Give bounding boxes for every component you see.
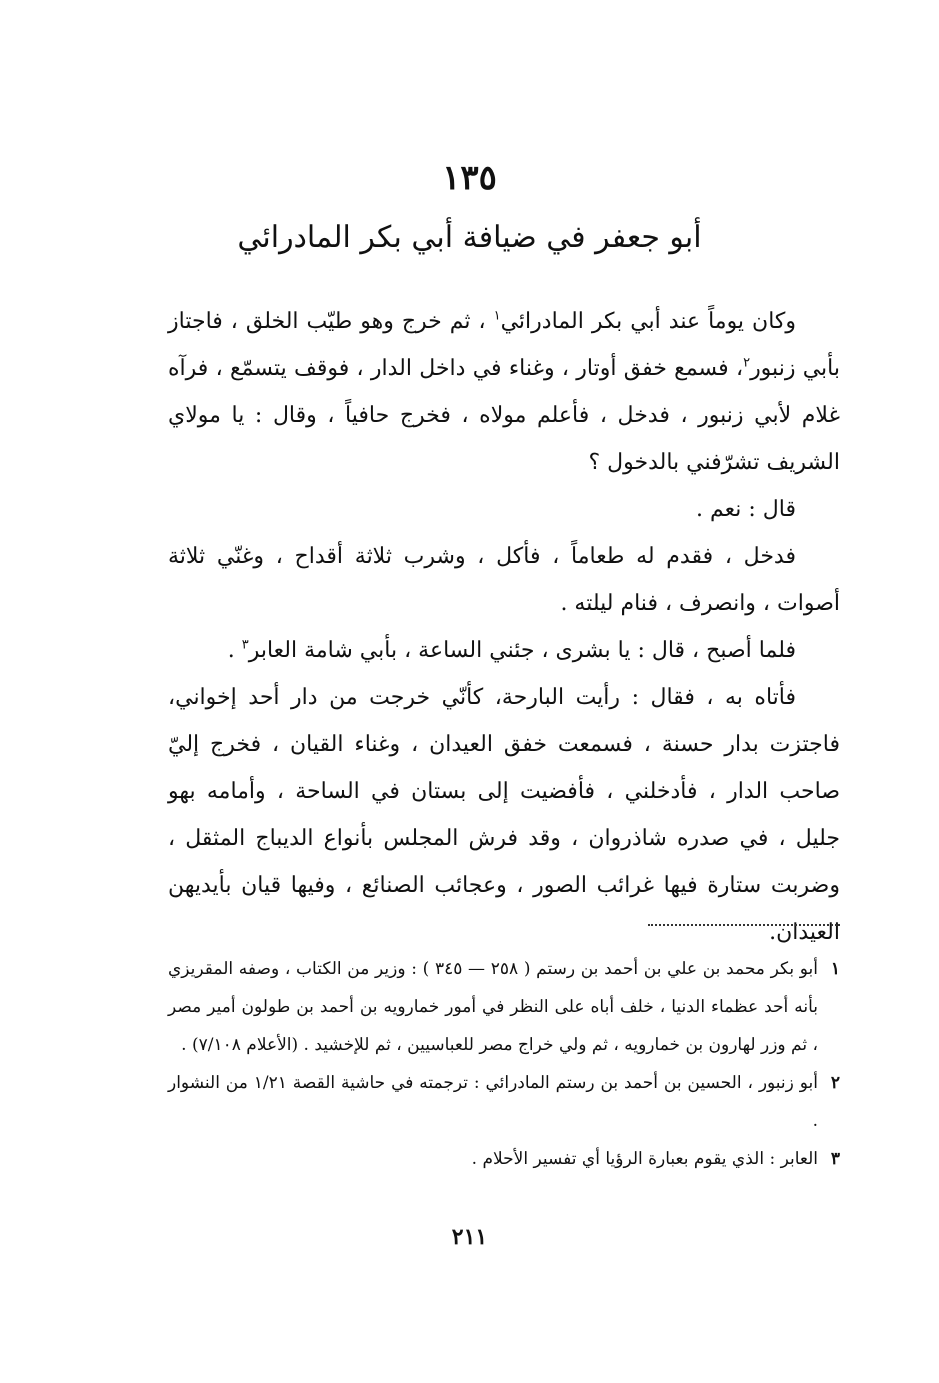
footnote-number: ٢ bbox=[830, 1073, 840, 1093]
footnote bbox=[168, 1140, 840, 1178]
paragraph-text: ، فسمع خفق أوتار ، وغناء في داخل الدار ، فوقف يتسمّع ، فرآه غلام لأبي زنبور ، فدخل ، فأعلم مولاه ، فخرج حافياً ، وقال : يا مولاي الشريف تشرّفني بالدخول ؟ bbox=[168, 356, 840, 475]
footnote-text: أبو بكر محمد بن علي بن أحمد بن رستم ( ٢٥٨ — ٣٤٥ ) : وزير من الكتاب ، وصفه المقريزي بأنه أحد عظماء الدنيا ، خلف أباه على النظر في أمور خمارويه بن أحمد بن طولون أمير مصر ، ثم وزر لهارون بن خمارويه ، ثم ولي خراج مصر للعباسيين ، ثم للإخشيد . (الأعلام ٧/١٠٨) . bbox=[168, 959, 819, 1055]
paragraph bbox=[168, 486, 840, 533]
footnote-marker: ٢ bbox=[743, 355, 751, 371]
footnote-marker: ١ bbox=[493, 308, 501, 324]
footnote-divider bbox=[648, 924, 840, 926]
paragraph bbox=[168, 627, 840, 674]
paragraph-text: فأتاه به ، فقال : رأيت البارحة، كأنّي خرجت من دار أحد إخواني، فاجتزت بدار حسنة ، فسمعت خفق العيدان ، وغناء القيان ، فخرج إليّ صاحب الدار ، فأدخلني ، فأفضيت إلى بستان في الساحة ، وأمامه بهو جليل ، في صدره شاذروان ، وقد فرش المجلس بأنواع الديباج المثقل ، وضربت ستارة فيها غرائب الصور ، وعجائب الصنائع ، وفيها قيان بأيديهن العيدان. bbox=[168, 685, 840, 945]
chapter-title: أبو جعفر في ضيافة أبي بكر المادرائي bbox=[237, 220, 702, 255]
footnote-number: ١ bbox=[830, 959, 840, 979]
paragraph-text: ، ثم خرج وهو طيّب الخلق ، فاجتاز بأبي زنبور bbox=[168, 309, 841, 381]
paragraph bbox=[168, 533, 840, 627]
footnote bbox=[168, 950, 840, 1064]
paragraph-text: وكان يوماً عند أبي بكر المادرائي bbox=[500, 309, 797, 334]
paragraph bbox=[168, 298, 840, 486]
footnote-marker: ٣ bbox=[241, 637, 249, 653]
paragraph-text: فلما أصبح ، قال : يا بشرى ، جئني الساعة ، بأبي شامة العابر bbox=[248, 638, 796, 663]
paragraph-text: فدخل ، فقدم له طعاماً ، فأكل ، وشرب ثلاثة أقداح ، وغنّي ثلاثة أصوات ، وانصرف ، فنام ليلته . bbox=[168, 544, 840, 616]
footnote-text: العابر : الذي يقوم بعبارة الرؤيا أي تفسير الأحلام . bbox=[471, 1149, 818, 1169]
footnote-text: أبو زنبور ، الحسين بن أحمد بن رستم المادرائي : ترجمته في حاشية القصة ١/٢١ من النشوار . bbox=[168, 1073, 818, 1131]
chapter-number: ١٣٥ bbox=[442, 158, 497, 198]
paragraph bbox=[168, 674, 840, 956]
paragraph-text: قال : نعم . bbox=[696, 497, 796, 522]
footnotes bbox=[168, 950, 840, 1178]
paragraph-text: . bbox=[227, 638, 242, 663]
body-text bbox=[168, 298, 840, 956]
footnote-number: ٣ bbox=[830, 1149, 840, 1169]
page-number: ٢١١ bbox=[451, 1224, 488, 1250]
footnote bbox=[168, 1064, 840, 1140]
